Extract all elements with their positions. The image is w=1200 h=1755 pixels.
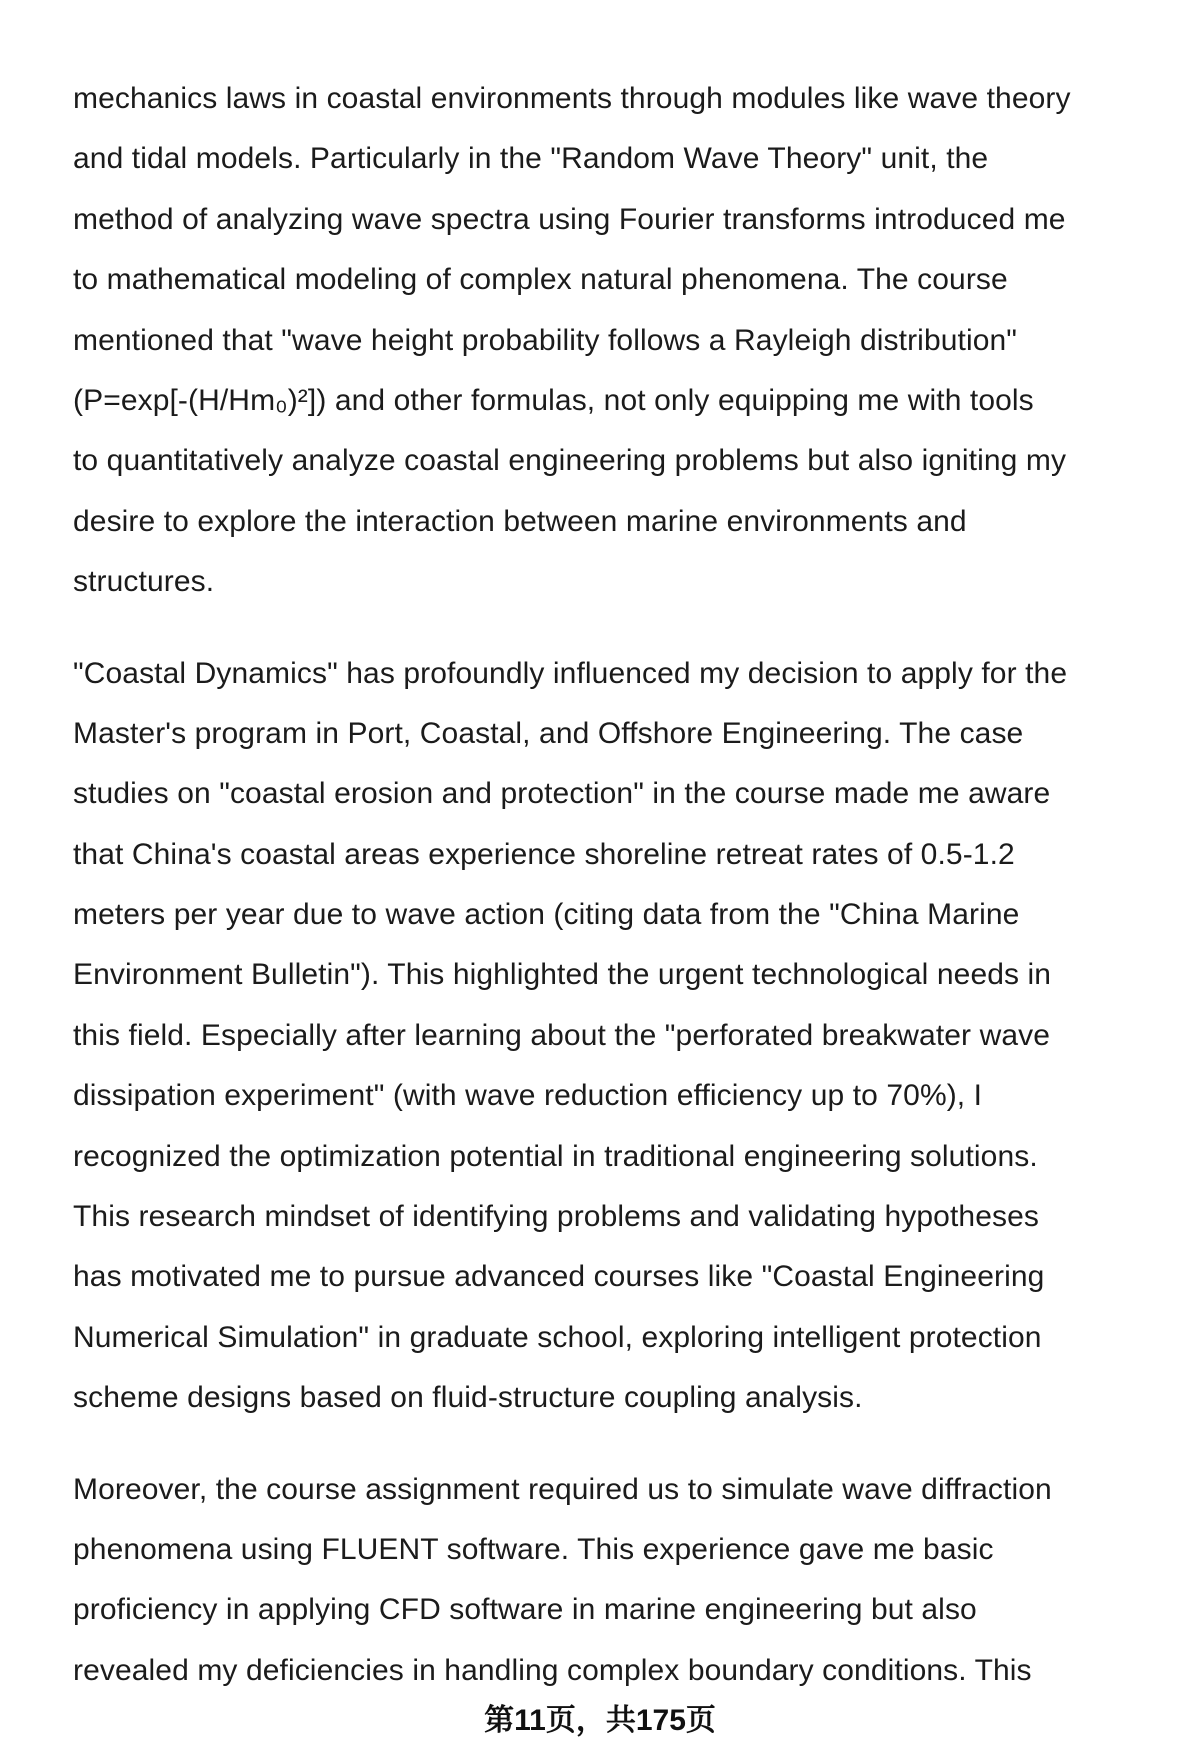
text-line: revealed my deficiencies in handling complex boundary conditions. This xyxy=(73,1653,1032,1687)
paragraph xyxy=(73,1460,1173,1702)
paragraph xyxy=(73,69,1173,613)
text-line: mechanics laws in coastal environments through modules like wave theory xyxy=(73,82,1071,115)
paragraph xyxy=(73,644,1173,1429)
text-line: Moreover, the course assignment required us to simulate wave diffraction xyxy=(73,1472,1052,1506)
text-line: desire to explore the interaction between marine environments and xyxy=(73,504,967,538)
text-line: Master's program in Port, Coastal, and Offshore Engineering. The case xyxy=(73,716,1024,750)
text-line: phenomena using FLUENT software. This experience gave me basic xyxy=(73,1532,994,1566)
text-line: studies on "coastal erosion and protection" in the course made me aware xyxy=(73,777,1051,811)
text-line: Numerical Simulation" in graduate school, exploring intelligent protection xyxy=(73,1320,1042,1354)
text-line: has motivated me to pursue advanced courses like "Coastal Engineering xyxy=(73,1260,1045,1294)
text-line: proficiency in applying CFD software in marine engineering but also xyxy=(73,1593,977,1627)
page-number-label: 第11页，共175页 xyxy=(484,1704,716,1737)
text-line: that China's coastal areas experience shoreline retreat rates of 0.5-1.2 xyxy=(73,837,1015,871)
text-line: Environment Bulletin"). This highlighted the urgent technological needs in xyxy=(73,958,1052,992)
text-line: "Coastal Dynamics" has profoundly influenced my decision to apply for the xyxy=(73,656,1068,690)
text-line: and tidal models. Particularly in the "Random Wave Theory" unit, the xyxy=(73,142,989,176)
text-line: (P=exp[-(H/Hm₀)²]) and other formulas, not only equipping me with tools xyxy=(73,383,1034,417)
text-line: method of analyzing wave spectra using Fourier transforms introduced me xyxy=(73,202,1066,236)
text-line: recognized the optimization potential in traditional engineering solutions. xyxy=(73,1139,1038,1173)
text-line: this field. Especially after learning about the "perforated breakwater wave xyxy=(73,1018,1051,1052)
document-body xyxy=(73,69,1173,1732)
text-line: to quantitatively analyze coastal engineering problems but also igniting my xyxy=(73,444,1067,478)
text-line: scheme designs based on fluid-structure coupling analysis. xyxy=(73,1381,863,1415)
text-line: meters per year due to wave action (citing data from the "China Marine xyxy=(73,898,1020,932)
text-line: structures. xyxy=(73,565,215,599)
page-footer xyxy=(0,1702,1200,1740)
text-line: dissipation experiment" (with wave reduction efficiency up to 70%), I xyxy=(73,1079,983,1113)
text-line: This research mindset of identifying problems and validating hypotheses xyxy=(73,1200,1039,1234)
text-line: to mathematical modeling of complex natural phenomena. The course xyxy=(73,263,1008,297)
text-line: mentioned that "wave height probability follows a Rayleigh distribution" xyxy=(73,323,1018,357)
